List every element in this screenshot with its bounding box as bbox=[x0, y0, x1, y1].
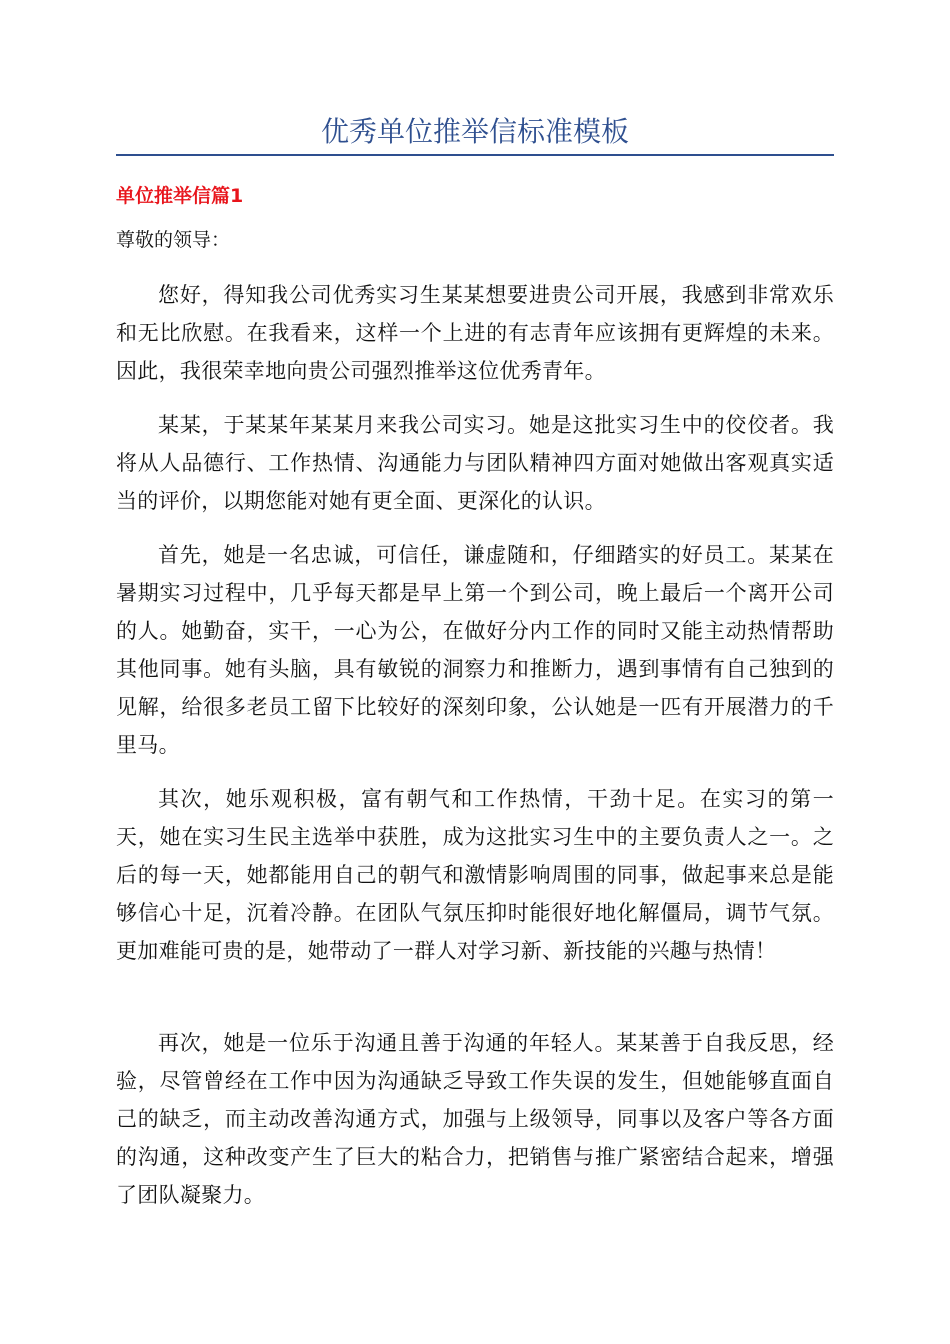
document-title: 优秀单位推举信标准模板 bbox=[320, 115, 629, 148]
paragraph-character: 首先，她是一名忠诚，可信任，谦虚随和，仔细踏实的好员工。某某在暑期实习过程中，几乎每天都是早上第一个到公司，晚上最后一个离开公司的人。她勤奋，实干，一心为公，在做好分内工作的同时又能主动热情帮助其他同事。她有头脑，具有敏锐的洞察力和推断力，遇到事情有自己独到的见解，给很多老员工留下比较好的深刻印象，公认她是一匹有开展潜力的千里马。 bbox=[116, 543, 834, 757]
title-underline bbox=[116, 154, 834, 156]
paragraph-introduction: 某某，于某某年某某月来我公司实习。她是这批实习生中的佼佼者。我将从人品德行、工作热情、沟通能力与团队精神四方面对她做出客观真实适当的评价，以期您能对她有更全面、更深化的认识。 bbox=[116, 413, 834, 513]
section-heading: 单位推举信篇1 bbox=[116, 185, 244, 207]
paragraph-communication: 再次，她是一位乐于沟通且善于沟通的年轻人。某某善于自我反思，经验，尽管曾经在工作中因为沟通缺乏导致工作失误的发生，但她能够直面自己的缺乏，而主动改善沟通方式，加强与上级领导，同事以及客户等各方面的沟通，这种改变产生了巨大的粘合力，把销售与推广紧密结合起来，增强了团队凝聚力。 bbox=[116, 1031, 834, 1207]
paragraph-greeting: 您好，得知我公司优秀实习生某某想要进贵公司开展，我感到非常欢乐和无比欣慰。在我看来，这样一个上进的有志青年应该拥有更辉煌的未来。因此，我很荣幸地向贵公司强烈推举这位优秀青年。 bbox=[116, 283, 834, 383]
salutation: 尊敬的领导： bbox=[116, 229, 231, 251]
paragraph-enthusiasm: 其次，她乐观积极，富有朝气和工作热情，干劲十足。在实习的第一天，她在实习生民主选举中获胜，成为这批实习生中的主要负责人之一。之后的每一天，她都能用自己的朝气和激情影响周围的同事，做起事来总是能够信心十足，沉着冷静。在团队气氛压抑时能很好地化解僵局，调节气氛。更加难能可贵的是，她带动了一群人对学习新、新技能的兴趣与热情！ bbox=[116, 787, 834, 963]
